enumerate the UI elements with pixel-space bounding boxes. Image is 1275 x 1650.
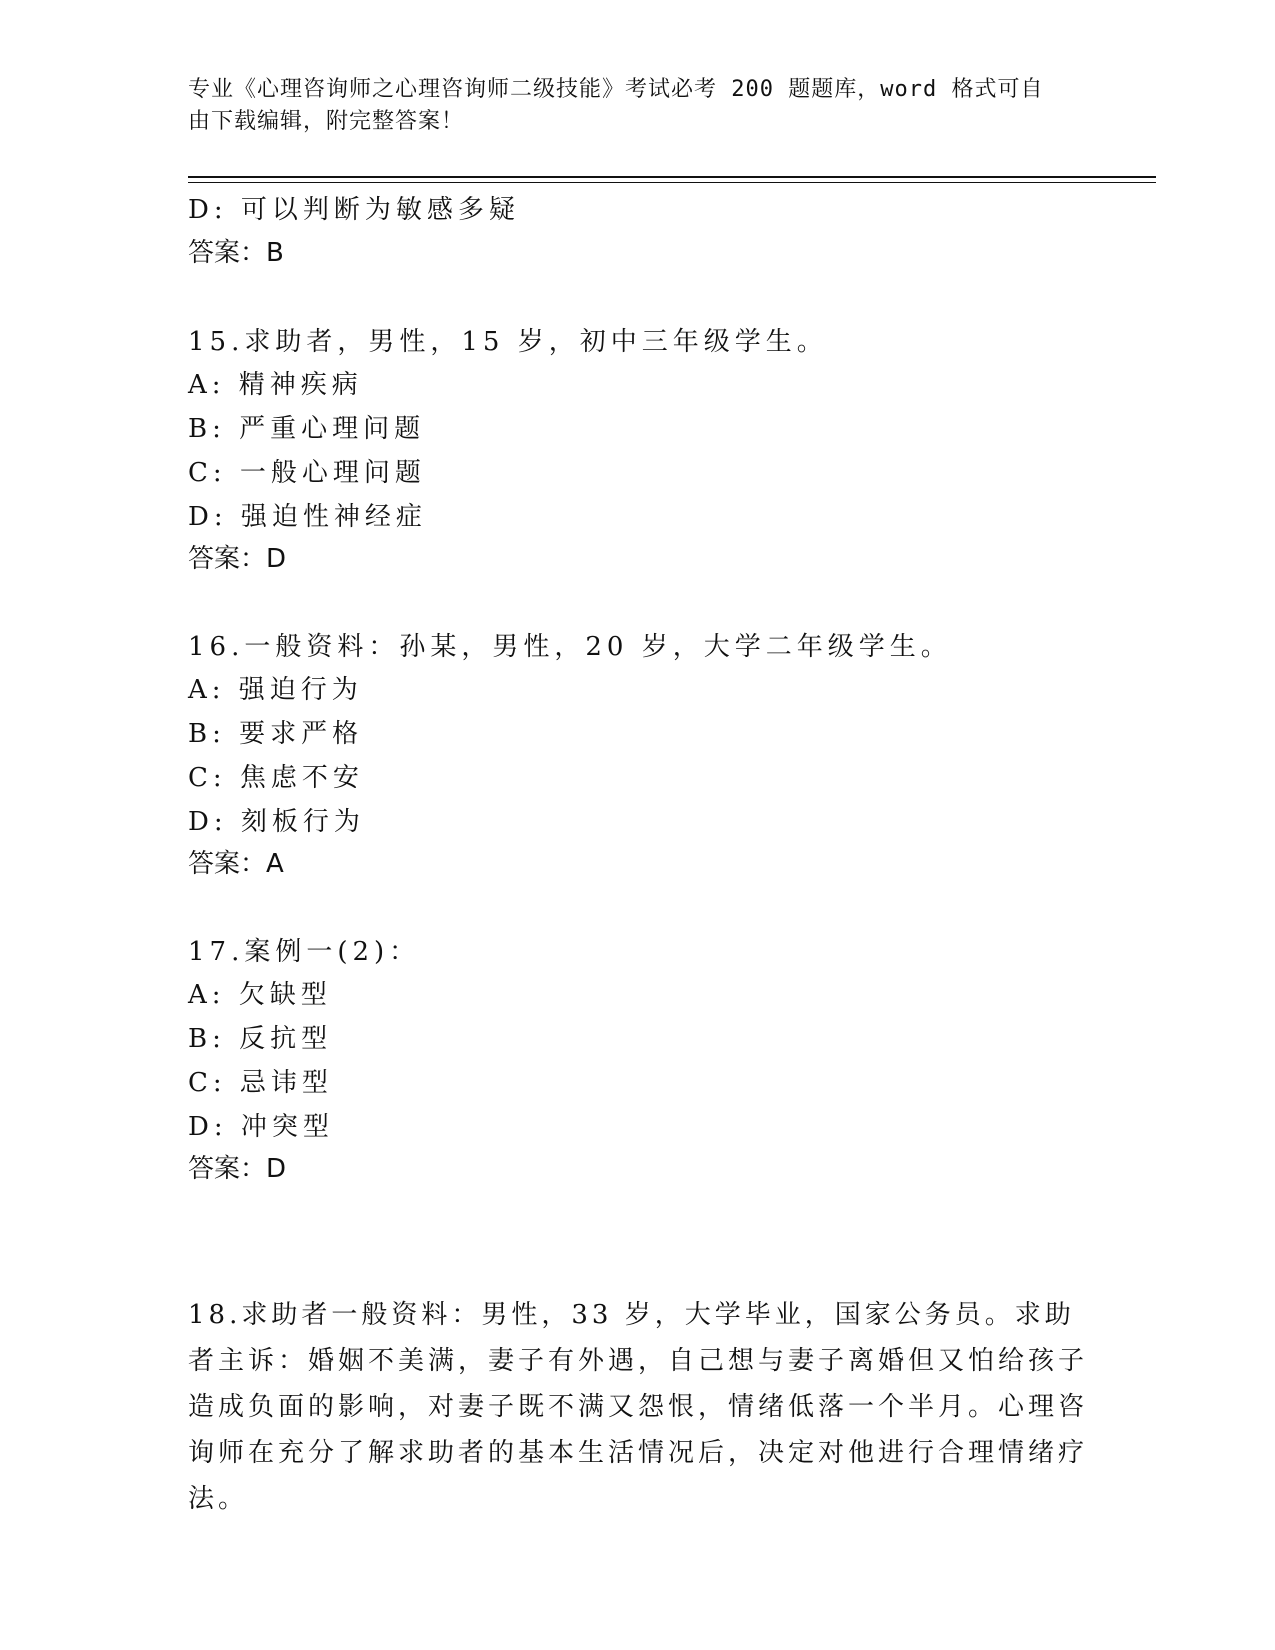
q15-option-a: A: 精神疾病 xyxy=(188,370,363,400)
q16-option-d: D: 刻板行为 xyxy=(188,807,365,837)
header-line-2: 由下载编辑，附完整答案！ xyxy=(188,109,465,134)
q16-option-b: B: 要求严格 xyxy=(188,719,364,749)
document-header xyxy=(188,74,1068,138)
q15-question: 15.求助者，男性，15 岁，初中三年级学生。 xyxy=(188,327,828,357)
q15-answer: 答案：D xyxy=(188,544,287,574)
q15-option-c: C: 一般心理问题 xyxy=(188,458,426,488)
q16-option-a: A: 强迫行为 xyxy=(188,675,363,705)
q17-option-d: D: 冲突型 xyxy=(188,1112,334,1142)
q14-answer: 答案：B xyxy=(188,238,284,268)
q16-answer: 答案：A xyxy=(188,849,284,879)
q17-option-a: A: 欠缺型 xyxy=(188,980,332,1010)
q17-question: 17.案例一(2)： xyxy=(188,937,421,967)
q17-answer: 答案：D xyxy=(188,1154,287,1184)
q15-option-d: D: 强迫性神经症 xyxy=(188,502,427,532)
q17-option-c: C: 忌讳型 xyxy=(188,1068,333,1098)
header-line-1: 专业《心理咨询师之心理咨询师二级技能》考试必考 200 题题库，word 格式可自 xyxy=(188,77,1044,102)
q16-question: 16.一般资料：孙某，男性，20 岁，大学二年级学生。 xyxy=(188,632,952,662)
q14-option-d: D: 可以判断为敏感多疑 xyxy=(188,195,520,225)
header-divider-thick xyxy=(188,176,1156,178)
q16-option-c: C: 焦虑不安 xyxy=(188,763,364,793)
q18-question: 18.求助者一般资料：男性，33 岁，大学毕业，国家公务员。求助者主诉：婚姻不美满，妻子有外遇，自己想与妻子离婚但又怕给孩子造成负面的影响，对妻子既不满又怨恨，情绪低落一个半月。心理咨询师在充分了解求助者的基本生活情况后，决定对他进行合理情绪疗法。 xyxy=(188,1300,1089,1514)
header-divider-thin xyxy=(188,182,1156,183)
q17-option-b: B: 反抗型 xyxy=(188,1024,333,1054)
q15-option-b: B: 严重心理问题 xyxy=(188,414,426,444)
